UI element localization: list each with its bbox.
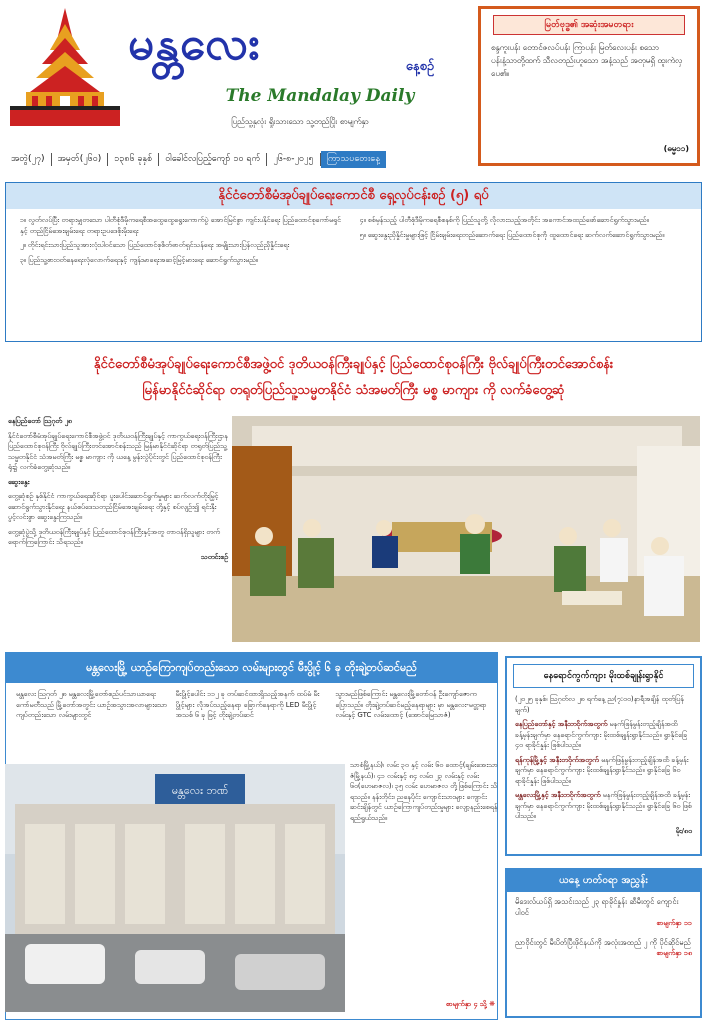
meeting-headline-line1: နိုင်ငံတော်စီမံအုပ်ချုပ်ရေးကောင်စီအဖွဲ့ဝင် ဒုတိယဝန်ကြီးချုပ်နှင့် ပြည်ထောင်စုဝန်ကြီး ဗိုလ်ချုပ်ကြီးတင်အောင်စန်း [93,357,614,372]
weather-region [515,719,692,751]
meeting-headline [5,352,702,408]
sports-index-item [507,933,700,963]
five-tasks-heading: နိုင်ငံတော်စီမံအုပ်ချုပ်ရေးကောင်စီ ရှေ့လုပ်ငန်းစဉ် (၅) ရပ် [6,183,701,209]
dhamma-quote-box [478,6,700,166]
weekday: ကြာသပတေးနေ့ [321,151,386,168]
article-paragraph: တွေ့ဆုံပွဲသို့ ဒုတိယဝန်ကြီးချုပ်နှင့် ပြည်ထောင်စုဝန်ကြီးနှင့်အတူ တာဝန်ရှိသူများ တက်ရောက်ကြကြောင်း သိရသည်။ [8,527,220,546]
photo-sign-text: မန္တလေး ဘဏ် [171,784,229,797]
weather-box [505,656,702,856]
masthead-title-english: The Mandalay Daily [225,86,415,106]
task-item: ၅။ ဆွေးနွေးညှိနှိုင်းမှုများဖြင့် ငြိမ်းချမ်းရေးတည်ဆောက်ရေး ပြည်ထောင်စုကို ထူထောင်ရေး ဆက်လက်ဆောင်ရွက်သွားမည်။ [359,230,665,239]
sports-index-heading: ယနေ့ ဟတ်ဝရာ အညွှန်း [507,870,700,892]
task-item: ၄။ စစ်မှန်သည့် ပါတီစုံဒီမိုကရေစီစနစ်ကို ပြည်သူတို့ လိုလားသည့်အတိုင်း အကောင်အထည်ဖော်ဆောင်ရွက်သွားမည်။ [359,216,649,224]
weather-region-text: မနက်ဖြန်မွန်းတည့်ချိန်အထိ ခန့်မှန်းချက်မှာ နေရောင်ကွက်ကျား မိုးထစ်ချုန်းရွာနိုင်သည်။ ရွာနိုင်ခြေ ၆၀ ဖြစ်ပါသည်။ [515,791,692,820]
traffic-article-col1: မန္တလေး ဩဂုတ် ၂၈ မန္တလေးမြို့တော်စည်ပင်သာယာရေးကော်မတီသည် မြို့တော်အတွင်း ယာဉ်အသွားအလာများသော ကျပ်တည်းသော လမ်းများတွင် [16,690,168,719]
masthead-subtitle: နေ့စဉ် [405,59,435,74]
sports-index-text: ညာဝိုင်းတွင် မီးပိတ်ပြီးဖိုင်နယ်ကို အလုံးအထည် ၂ ကို ပိုင်ဆိုင်မည် [515,938,691,947]
masthead-motto: ပြည်သူ့နှလုံး ရှိုးသားသော သူ့တည်ပြိုး စာမျက်နှာ [231,117,369,126]
meeting-photo [232,416,700,642]
traffic-article-continued: သာစံမြို့နယ်)၊ လမ်း ၃၀ နှင့် လမ်း ၆၀ ထောင့်(ချမ်းအေးသာဇံမြို့နယ်)၊ ၄၁ လမ်းနှင့် ၈၄ လမ်း၊ ၂၃ လမ်းနှင့် လမ်း ၆၀(ဟေမာဇလ)၊ ၃၅ လမ်း ဟေမာဇလ တို့ဖြစ်ကြောင်း သိရသည်။ နန်းတိုင်း၊ ညနေပိုင်း ကျောင်းသားများ ကျောင်းဆင်းချိန်တွင် ယာဉ်ကြောကျပ်တည်းမှုများ လျော့နည်းစေရန် ရည်ရွယ်သည်။ [350,761,498,822]
weather-heading: နေရောင်ကွက်ကျား မိုးထစ်ချုန်းရွာနိုင် [513,664,694,688]
weather-region-text: မနက်ဖြန်မွန်းတည့်ချိန်အထိ ခန့်မှန်းချက်မှာ နေရောင်ကွက်ကျား မိုးထစ်ချုန်းရွာနိုင်သည်။ ရွာနိုင်ခြေ ၆၀ ရာခိုင်နှုန်း ဖြစ်ပါသည်။ [515,755,689,785]
task-item: ၁။ လွတ်လပ်ပြီး တရားမျှတသော ပါတီစုံဒီမိုကရေစီအထွေထွေရွေးကောက်ပွဲ အောင်မြင်စွာ ကျင်းပနိုင်ရေး ပြည်ထောင်စုကော်မရှင်နှင့် တည်ငြိမ်အေးချမ်းရေး တရားဥပဒေစိုးမိုးရေး [20,216,341,235]
five-tasks-column-right [354,215,694,269]
article-subhead: ဆွေးနွေး [8,477,30,486]
dhamma-quote-reference: (ဓမ္မ၁၁) [663,144,689,153]
palace-logo [6,6,124,130]
five-tasks-section [5,182,702,342]
article-paragraph: တွေ့ဆုံစဉ် နှစ်နိုင်ငံ ကာကွယ်ရေးဆိုင်ရာ ပူးပေါင်းဆောင်ရွက်မှုများ ဆက်လက်တိုးမြှင့်ဆောင်ရွက်သွားနိုင်ရေး နယ်စပ်ဒေသတည်ငြိမ်အေးချမ်းရေး တို့နှင့် စပ်လျဉ်း၍ ရင်းနှီးပွင့်လင်းစွာ ဆွေးနွေးကြသည်။ [8,492,219,521]
volume: အတွဲ(၂၇) [5,153,52,166]
myanmar-year: ၁၃၈၆ ခုနှစ် [108,153,159,166]
myanmar-date: ဝါခေါင်လပြည့်ကျော် ၁၀ ရက် [159,153,267,166]
meeting-article [8,416,228,630]
continued-on-page-link[interactable]: စာမျက်နှာ ၄ သို့ ❋ [445,1000,495,1008]
weather-region-text: မနက်ဖြန်မွန်းတည့်ချိန်အထိ ခန့်မှန်းချက်မှာ နေရောင်ကွက်ကျား မိုးထစ်ချုန်းရွာနိုင်သည်။ ရွာနိုင်ခြေ ၄၀ ရာခိုင်နှုန်း ဖြစ်ပါသည်။ [515,720,688,749]
weather-region-heading: မန္တလေးမြို့နှင့် အနီးတဝိုက်အတွက် [515,791,601,799]
weather-region-heading: နေပြည်တော်နှင့် အနီးတဝိုက်အတွက် [515,720,608,728]
masthead-title-myanmar: မန္တလေး [128,16,261,70]
sports-index-page-link[interactable]: စာမျက်နှာ ၁၁ [656,919,692,927]
issue-number: အမှတ်(၂၆၀) [52,153,109,166]
weather-region [515,755,692,787]
meeting-headline-line2: မြန်မာနိုင်ငံဆိုင်ရာ တရုတ်ပြည်သူ့သမ္မတနိုင်ငံ သံအမတ်ကြီး မစ္စ မာကျား ကို လက်ခံတွေ့ဆုံ [142,383,565,398]
dhamma-quote-title: မြတ်ဗုဒ္ဓ၏ အဆုံးအမတရား [493,15,685,35]
weather-region [515,790,692,822]
article-paragraph: နိုင်ငံတော်စီမံအုပ်ချုပ်ရေးကောင်စီအဖွဲ့ဝင် ဒုတိယဝန်ကြီးချုပ်နှင့် ကာကွယ်ရေးဝန်ကြီးဌာန ပြည်ထောင်စုဝန်ကြီး ဗိုလ်ချုပ်ကြီးတင်အောင်စန်းသည် မြန်မာနိုင်ငံဆိုင်ရာ တရုတ်ပြည်သူ့သမ္မတနိုင်ငံ သံအမတ်ကြီး မစ္စ မာကျား ကို ယနေ့ မွန်းလွဲပိုင်းတွင် ပြည်ထောင်စုဝန်ကြီးရုံး၌ လက်ခံတွေ့ဆုံသည်။ [8,431,228,471]
weather-intro: (၂၀၂၅ ခုနှစ်၊ ဩဂုတ်လ ၂၈ ရက်နေ့ ည(၇:၀၀)နာရီအချိန် ထုတ်ပြန်ချက်) [515,695,684,714]
weather-signature: မိုး/၈၀ [675,826,692,835]
sports-index-page-link[interactable]: စာမျက်နှာ ၁၈ [656,949,692,957]
sports-index-item [507,892,700,933]
article-source: သတင်းစဉ် [200,552,228,561]
task-item: ၂။ တိုင်းရင်းသားပြည်သူအားလုံးပါဝင်သော ပြည်ထောင်စုစိတ်ဓာတ်ရှင်သန်ရေး အမျိုးသားပြန်လည်ညှိနှိုင်းရေး [20,241,290,249]
traffic-article-col3: သွားမည်ဖြစ်ကြောင်း မန္တလေးမြို့တော်ဝန် ဦးကျော်ဇောက ပြောသည်။ တိုးချဲ့တပ်ဆင်မည့်နေရာများ မှာ မန္တလေး-မတ္တရာလမ်းနှင့် GTC လမ်းထောင့် (အောင်မြေသာဇံ) [335,690,487,719]
street-photo [5,764,345,1012]
task-item: ၃။ ပြည်သူ့စားဝတ်နေရေးလုံလောက်ရေးနှင့် ကျန်းမာရေးအဆင့်မြင့်မားရေး ဆောင်ရွက်သွားမည်။ [20,255,258,264]
issue-info-bar [5,148,468,170]
sports-index-text: မိဒေးလ်ယပ်ရှိ အသင်းသည် ၂၃ ရာခိုင်နှုန်း ဆီမီးတွင် ကျောင်းပါဝင် [515,897,679,917]
sports-index-box [505,868,702,1018]
five-tasks-column-left [14,215,354,269]
dhamma-quote-body: စန္ဒကူးပန်း တောင်ဇလပ်ပန်း ကြာပန်း မြတ်လေးပန်း စသော ပန်းနံ့သာတို့ထက် သီလတည်းဟူသော အနံ့သည် အတုမရှိ ထူးကဲလှပေ၏။ [491,43,683,78]
traffic-light-headline: မန္တလေးမြို့ ယာဉ်ကြောကျပ်တည်းသော လမ်းများတွင် မီးပွိုင့် ၆ ခု တိုးချဲ့တပ်ဆင်မည် [6,653,497,683]
traffic-article-col2: မီးပွိုင့်ပေါင်း ၁၁၂ ခု တပ်ဆင်ထားရှိသည့်အနက် ထပ်မံ မီးပွိုင့်များ လိုအပ်သည့်နေရာ ခြောက်နေရာကို LED မီးပွိုင့်အသစ် ၆ ခု ဖြင့် တိုးချဲ့တပ်ဆင် [175,690,320,719]
gregorian-date: ၂၆-၈-၂၀၂၅ [267,153,320,166]
weather-region-heading: ရန်ကုန်မြို့နှင့် အနီးတဝိုက်အတွက် [515,755,599,764]
article-dateline: နေပြည်တော် ဩဂုတ် ၂၈ [8,417,72,425]
